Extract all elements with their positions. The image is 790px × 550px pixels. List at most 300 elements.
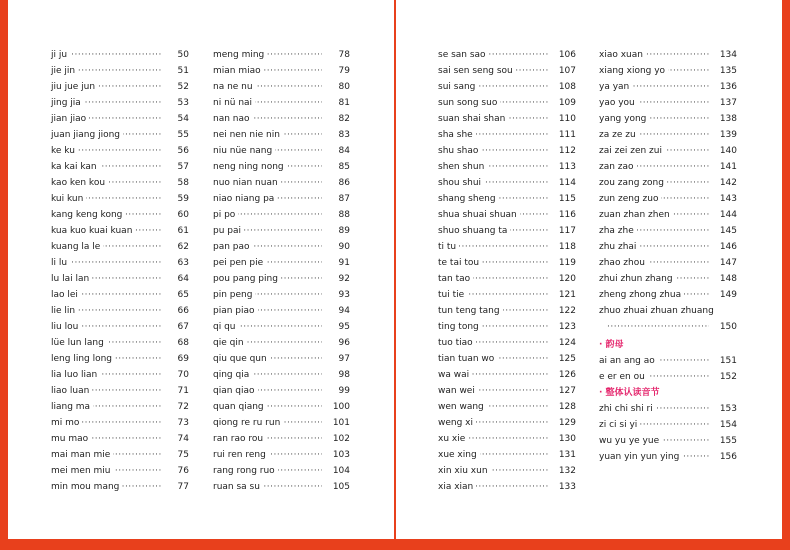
entry-label: e er en ou [599,369,648,385]
entry-page: 51 [176,63,189,79]
entry-label: pian piao [213,303,258,319]
entry-label: mei men miu [51,463,114,479]
index-entry [213,191,350,207]
index-entry [51,431,189,447]
index-entry [51,399,189,415]
entry-label: mu mao [51,431,91,447]
index-entry [599,401,737,417]
entry-page: 140 [718,143,737,159]
entry-label: nuo nian nuan [213,175,281,191]
entry-page: 123 [557,319,576,335]
entry-label: pin peng [213,287,255,303]
index-entry [599,111,737,127]
entry-page: 101 [331,415,350,431]
entry-page: 156 [718,449,737,465]
entry-label: rui ren reng [213,447,269,463]
entry-page: 129 [557,415,576,431]
entry-page: 116 [557,207,576,223]
index-entry [438,111,576,127]
entry-page: 64 [176,271,189,287]
index-entry [51,335,189,351]
entry-label: ting tong [438,319,482,335]
entry-label: niu nüe nang [213,143,275,159]
entry-page: 104 [331,463,350,479]
entry-page: 113 [557,159,576,175]
index-entry [438,447,576,463]
entry-label: ni nü nai [213,95,255,111]
entry-page: 73 [176,415,189,431]
entry-page: 58 [176,175,189,191]
entry-page: 152 [718,369,737,385]
entry-page: 99 [337,383,350,399]
entry-page: 86 [337,175,350,191]
entry-page: 81 [337,95,350,111]
index-entry [213,239,350,255]
index-entry [438,239,576,255]
index-entry [599,159,737,175]
index-entry [51,47,189,63]
entry-page: 68 [176,335,189,351]
index-entry [438,95,576,111]
entry-page: 148 [718,271,737,287]
entry-page: 96 [337,335,350,351]
entry-label: te tai tou [438,255,482,271]
entry-label: shuo shuang ta [438,223,510,239]
index-column-4 [599,47,737,465]
entry-page: 93 [337,287,350,303]
entry-page: 66 [176,303,189,319]
index-entry [599,353,737,369]
entry-page: 71 [176,383,189,399]
entry-page: 151 [718,353,737,369]
index-entry [51,383,189,399]
index-entry [51,79,189,95]
entry-label: kao ken kou [51,175,108,191]
entry-page: 78 [337,47,350,63]
index-entry [438,175,576,191]
entry-label: tun teng tang [438,303,503,319]
entry-page: 135 [718,63,737,79]
index-entry [51,223,189,239]
entry-page: 146 [718,239,737,255]
index-entry [213,95,350,111]
index-entry [438,143,576,159]
index-entry [51,367,189,383]
index-entry [213,63,350,79]
index-entry [51,159,189,175]
entry-page: 119 [557,255,576,271]
entry-label: zou zang zong [599,175,667,191]
index-entry [51,143,189,159]
entry-label: na ne nu [213,79,256,95]
entry-page: 110 [557,111,576,127]
entry-label: pi po [213,207,238,223]
entry-page: 69 [176,351,189,367]
index-entry [51,463,189,479]
index-entry [51,175,189,191]
entry-page: 94 [337,303,350,319]
entry-page: 144 [718,207,737,223]
entry-label: kuang la le [51,239,103,255]
entry-label: zai zei zen zui [599,143,665,159]
entry-page: 91 [337,255,350,271]
entry-label: qiu que qun [213,351,270,367]
entry-label: xin xiu xun [438,463,491,479]
entry-page: 97 [337,351,350,367]
entry-page: 117 [557,223,576,239]
entry-label: mi mo [51,415,82,431]
entry-page: 109 [557,95,576,111]
index-entry [213,127,350,143]
entry-label: shou shui [438,175,484,191]
index-entry [438,383,576,399]
index-entry [599,47,737,63]
entry-label: xue xing [438,447,480,463]
entry-label: neng ning nong [213,159,287,175]
index-entry [438,351,576,367]
entry-page: 80 [337,79,350,95]
entry-page: 141 [718,159,737,175]
index-column-2 [213,47,350,495]
index-entry [213,351,350,367]
index-entry [599,175,737,191]
index-entry [213,335,350,351]
index-entry [599,63,737,79]
index-entry [213,399,350,415]
entry-page: 142 [718,175,737,191]
entry-page: 120 [557,271,576,287]
entry-label: ai an ang ao [599,353,658,369]
entry-page: 77 [176,479,189,495]
index-entry [599,239,737,255]
entry-page: 147 [718,255,737,271]
entry-page: 61 [176,223,189,239]
index-entry [599,417,737,433]
entry-page: 149 [718,287,737,303]
entry-page: 105 [331,479,350,495]
index-entry [51,111,189,127]
entry-label: jian jiao [51,111,89,127]
index-entry [51,479,189,495]
entry-page: 88 [337,207,350,223]
section-heading-whole-syllables: · 整体认读音节 [599,388,660,398]
entry-label: ka kai kan [51,159,100,175]
entry-page: 53 [176,95,189,111]
entry-label: suan shai shan [438,111,508,127]
index-entry [213,143,350,159]
section-heading-finals: · 韵母 [599,340,624,350]
entry-label: wu yu ye yue [599,433,662,449]
index-entry [438,367,576,383]
entry-page: 56 [176,143,189,159]
entry-page: 127 [557,383,576,399]
index-entry [438,159,576,175]
index-entry [213,47,350,63]
index-entry [599,143,737,159]
entry-label: shen shun [438,159,487,175]
entry-page: 137 [718,95,737,111]
index-entry [438,479,576,495]
index-entry [438,63,576,79]
index-entry [599,255,737,271]
index-entry [438,79,576,95]
index-entry [599,95,737,111]
entry-page: 62 [176,239,189,255]
entry-page: 132 [557,463,576,479]
index-entry [599,207,737,223]
entry-page: 84 [337,143,350,159]
entry-label: qing qia [213,367,252,383]
index-entry [51,303,189,319]
entry-page: 155 [718,433,737,449]
index-entry [213,431,350,447]
entry-label: zun zeng zuo [599,191,661,207]
entry-label: qi qu [213,319,239,335]
entry-label: jie jin [51,63,78,79]
entry-label: leng ling long [51,351,115,367]
entry-page: 134 [718,47,737,63]
index-entry [599,449,737,465]
entry-label: weng xi [438,415,476,431]
entry-label: meng ming [213,47,267,63]
entry-page: 60 [176,207,189,223]
entry-label: nan nao [213,111,253,127]
entry-label: zhu zhai [599,239,639,255]
index-entry [213,319,350,335]
entry-label: zhui zhun zhang [599,271,676,287]
entry-label: mian miao [213,63,264,79]
index-entry [51,63,189,79]
index-entry [213,415,350,431]
index-entry [51,287,189,303]
entry-label: ti tu [438,239,459,255]
index-entry [438,335,576,351]
entry-label: xiao xuan [599,47,646,63]
entry-page: 153 [718,401,737,417]
entry-page: 115 [557,191,576,207]
entry-label: ji ju [51,47,70,63]
index-entry [51,319,189,335]
entry-page: 112 [557,143,576,159]
entry-label: yao you [599,95,638,111]
index-entry [51,207,189,223]
entry-label: zhi chi shi ri [599,401,656,417]
entry-label: tui tie [438,287,467,303]
entry-label: min mou mang [51,479,122,495]
entry-label: mai man mie [51,447,113,463]
entry-page: 70 [176,367,189,383]
entry-label: qian qiao [213,383,258,399]
entry-label: xiang xiong yo [599,63,668,79]
index-entry [599,433,737,449]
entry-label: li lu [51,255,70,271]
entry-label: pou pang ping [213,271,281,287]
entry-label: quan qiang [213,399,267,415]
index-entry [213,367,350,383]
index-entry [213,271,350,287]
entry-label: pan pao [213,239,253,255]
entry-label: kui kun [51,191,86,207]
entry-label: tan tao [438,271,473,287]
entry-page: 122 [557,303,576,319]
entry-page: 125 [557,351,576,367]
index-entry [438,415,576,431]
entry-label: kua kuo kuai kuan [51,223,135,239]
index-entry [438,399,576,415]
entry-label: lüe lun lang [51,335,107,351]
entry-label: zuan zhan zhen [599,207,673,223]
entry-label: shang sheng [438,191,499,207]
entry-page: 139 [718,127,737,143]
index-entry [438,431,576,447]
entry-label: sui sang [438,79,478,95]
entry-page: 67 [176,319,189,335]
entry-label: sha she [438,127,476,143]
index-column-1 [51,47,189,495]
entry-label: yuan yin yun ying [599,449,682,465]
entry-page: 133 [557,479,576,495]
entry-page: 92 [337,271,350,287]
entry-label: lu lai lan [51,271,92,287]
entry-label: zi ci si yi [599,417,640,433]
entry-page: 55 [176,127,189,143]
entry-page: 63 [176,255,189,271]
entry-page: 150 [718,319,737,335]
entry-page: 76 [176,463,189,479]
entry-label: juan jiang jiong [51,127,123,143]
entry-page: 121 [557,287,576,303]
index-entry [51,415,189,431]
index-entry [438,303,576,319]
index-entry [51,95,189,111]
entry-page: 95 [337,319,350,335]
entry-label: jing jia [51,95,84,111]
entry-label: zheng zhong zhua [599,287,684,303]
entry-page: 136 [718,79,737,95]
index-entry [51,127,189,143]
right-page [396,0,782,539]
index-entry [599,287,737,303]
entry-label: kang keng kong [51,207,125,223]
entry-label: zhao zhou [599,255,648,271]
entry-label: ran rao rou [213,431,266,447]
entry-page: 82 [337,111,350,127]
entry-label: xu xie [438,431,468,447]
entry-label: ke ku [51,143,78,159]
index-entry [599,369,737,385]
entry-page: 107 [557,63,576,79]
index-entry [438,191,576,207]
entry-page: 89 [337,223,350,239]
index-entry [438,207,576,223]
entry-label: liang ma [51,399,93,415]
index-entry [599,271,737,287]
index-entry [51,191,189,207]
entry-page: 72 [176,399,189,415]
index-entry [599,223,737,239]
entry-label: qie qin [213,335,247,351]
entry-label: zan zao [599,159,637,175]
entry-page: 87 [337,191,350,207]
index-entry-wrapped [599,303,737,319]
entry-page: 59 [176,191,189,207]
entry-page: 50 [176,47,189,63]
entry-page: 126 [557,367,576,383]
entry-label: sai sen seng sou [438,63,516,79]
entry-page: 124 [557,335,576,351]
index-entry [599,79,737,95]
entry-page: 118 [557,239,576,255]
entry-label: lao lei [51,287,81,303]
entry-label: yang yong [599,111,649,127]
entry-page: 103 [331,447,350,463]
entry-label: shua shuai shuan [438,207,520,223]
entry-label: wan wei [438,383,478,399]
index-entry [438,287,576,303]
index-entry [599,127,737,143]
entry-label: pei pen pie [213,255,266,271]
entry-label: tuo tiao [438,335,476,351]
entry-label: se san sao [438,47,489,63]
index-entry [51,447,189,463]
index-entry [438,319,576,335]
index-entry [438,47,576,63]
entry-page: 100 [331,399,350,415]
index-entry [213,255,350,271]
index-entry [438,127,576,143]
entry-page: 83 [337,127,350,143]
entry-label: lia luo lian [51,367,100,383]
index-entry [599,191,737,207]
entry-label: tian tuan wo [438,351,497,367]
entry-label: shu shao [438,143,481,159]
index-entry [213,463,350,479]
entry-page: 130 [557,431,576,447]
entry-label: nei nen nie nin [213,127,283,143]
entry-page: 143 [718,191,737,207]
index-entry [51,239,189,255]
index-entry [438,223,576,239]
index-entry [51,255,189,271]
index-entry [213,447,350,463]
entry-label: jiu jue jun [51,79,98,95]
entry-page: 108 [557,79,576,95]
index-entry [438,463,576,479]
entry-page: 131 [557,447,576,463]
entry-page: 106 [557,47,576,63]
index-entry [213,111,350,127]
entry-page: 154 [718,417,737,433]
entry-page: 85 [337,159,350,175]
entry-label: rang rong ruo [213,463,278,479]
index-entry [213,479,350,495]
entry-label: xia xian [438,479,476,495]
index-entry [438,255,576,271]
index-entry [213,287,350,303]
entry-label: wen wang [438,399,487,415]
index-entry [51,351,189,367]
entry-label: ruan sa su [213,479,263,495]
entry-page: 111 [557,127,576,143]
entry-page: 128 [557,399,576,415]
entry-page: 102 [331,431,350,447]
entry-label: pu pai [213,223,244,239]
entry-page: 98 [337,367,350,383]
entry-label: liao luan [51,383,92,399]
entry-page: 54 [176,111,189,127]
index-entry [213,159,350,175]
left-page [8,0,394,539]
